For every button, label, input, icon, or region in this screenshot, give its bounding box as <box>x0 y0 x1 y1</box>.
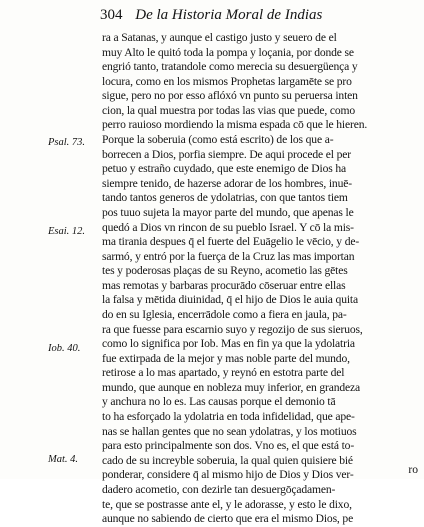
running-title: De la Historia Moral de Indias <box>135 7 323 23</box>
page-header <box>100 6 322 24</box>
text-line: dadero acometio, con dezirle tan desuergōçadamen- <box>102 482 336 496</box>
text-line: aunque no sabiendo de cierto que era el mismo Dios, pe <box>102 512 354 526</box>
text-line: borrecen a Dios, porfia siempre. De aqui procede el per <box>102 147 351 161</box>
text-line: la falsa y mētida diuinidad, q̄ el hijo de Dios le auia quita <box>102 293 358 307</box>
text-line: locura, como en los mismos Prophetas largamēte se pro <box>102 74 352 88</box>
text-line: ra a Satanas, y aunque el castigo justo y seuero de el <box>102 31 337 44</box>
text-line: nas se hallan gentes que no sean ydolatras, y los motiuos <box>102 424 357 438</box>
text-line: perro rauioso mordiendo la misma espada cō que le hieren. <box>102 118 368 132</box>
catchword: ro <box>408 463 418 476</box>
text-line: muy Alto le quitó toda la pompa y loçania, por donde se <box>102 45 354 59</box>
text-line: como lo significa por Iob. Mas en fin ya que la ydolatria <box>102 337 355 351</box>
text-line: pos tuuo sujeta la mayor parte del mundo, que apenas le <box>102 205 354 219</box>
text-line: siempre tenido, de hazerse adorar de los hombres, inuē- <box>102 176 352 190</box>
text-line: to ha esforçado la ydolatria en toda infidelidad, que ape- <box>102 410 355 424</box>
page-number: 304 <box>100 7 123 23</box>
margin-note-psalm: Psal. 73. <box>48 137 86 148</box>
text-line: ponderar, considere q̄ al mismo hijo de Dios y Dios ver- <box>102 468 354 482</box>
text-line: petuo y estraño cuydado, que este enemigo de Dios ha <box>102 162 346 176</box>
text-line: Porque la soberuia (como está escrito) de los que a- <box>102 133 334 147</box>
text-line: mas remotas y barbaras procurādo cōseruar entre ellas <box>102 278 346 292</box>
text-line: tes y poderosas plaças de su Reyno, acometio las gētes <box>102 264 348 278</box>
text-line: tando tantos generos de ydolatrias, con que tantos tiem <box>102 191 348 205</box>
text-line: sarmó, y entró por la fuerça de la Cruz las mas importan <box>102 249 355 263</box>
margin-note-isaiah: Esai. 12. <box>48 226 86 237</box>
body-text <box>102 31 420 527</box>
margin-note-matthew: Mat. 4. <box>48 454 79 465</box>
text-line: do en su Iglesia, encerrādole como a fiera en jaula, pa- <box>102 307 347 321</box>
margin-note-job: Iob. 40. <box>48 343 81 354</box>
text-line: ma tirania despues q̄ el fuerte del Euāgelio le vēcio, y de- <box>102 235 360 249</box>
text-line: ra que fuesse para escarnio suyo y regozijo de sus sieruos, <box>102 322 363 336</box>
text-line: te, que se postrasse ante el, y le adorasse, y esto le dixo, <box>102 497 352 511</box>
text-line: cion, la qual muestra por todas las vias que puede, como <box>102 103 356 117</box>
text-line: fue extirpada de la mejor y mas noble parte del mundo, <box>102 351 350 365</box>
text-line: y anchura no lo es. Las causas porque el demonio tā <box>102 395 336 409</box>
text-line: engrió tanto, tratandole como merecia su desuergüença y <box>102 60 358 74</box>
text-line: quedó a Dios vn rincon de su pueblo Israel. Y cō la mis- <box>102 220 354 234</box>
text-line: sigue, pero no por esso aflóxó vn punto su peruersa inten <box>102 89 358 103</box>
text-line: retirose a lo mas apartado, y reynó en estotra parte del <box>102 366 345 380</box>
text-line: para esto principalmente son dos. Vno es, el que está to- <box>102 439 355 453</box>
text-line: cado de su increyble soberuia, la qual quien quisiere bié <box>102 453 353 467</box>
text-line: mundo, que aunque en nobleza muy inferior, en grandeza <box>102 380 360 394</box>
